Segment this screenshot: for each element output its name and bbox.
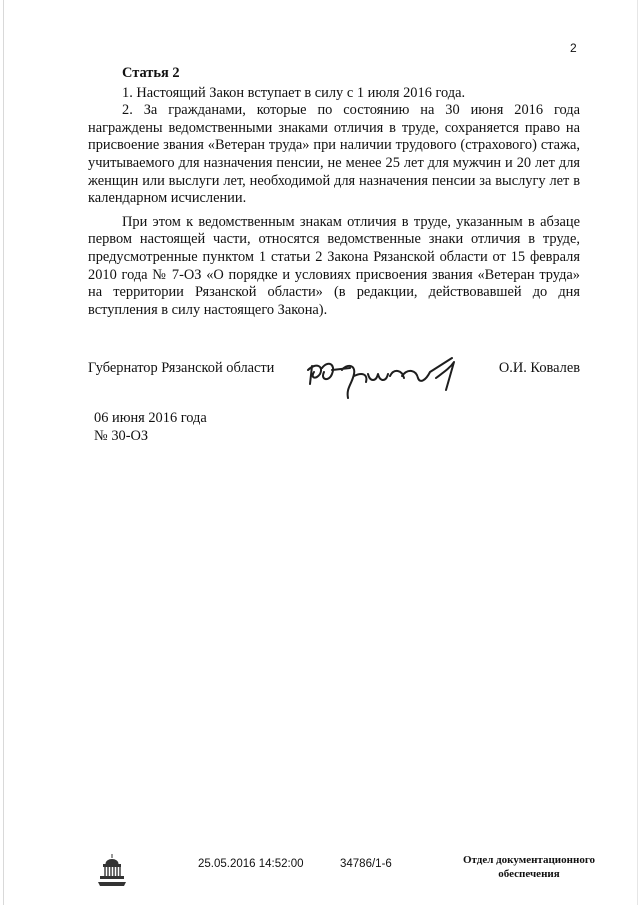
stamp-line-2: обеспечения [498,868,560,880]
footer-registration-number: 34786/1-6 [340,858,392,870]
law-number: № 30-ОЗ [94,427,149,444]
signatory-title: Губернатор Рязанской области [88,360,275,376]
paragraph-departmental-insignia: При этом к ведомственным знакам отличия в труде, указанным в абзаце первом настоящей части, относятся ведомственные знаки отличия в труде, предусмотренные пунктом 1 статьи 2 Закона Рязанской области от 15 февраля 2010 года № 7-ОЗ «О порядке и условиях присвоения звания «Ветеран труда» на территории Рязанской области» (в редакции, действовавшей до дня вступления в силу настоящего Закона). [88,213,580,318]
document-body [88,65,580,319]
signature-block [88,352,580,402]
issue-date: 06 июня 2016 года [94,410,207,426]
duma-building-icon [96,852,128,888]
stamp-line-1: Отдел документационного [462,854,596,866]
paragraph-effective-date: 1. Настоящий Закон вступает в силу с 1 июля 2016 года. [122,84,466,101]
page-edge-left [3,0,4,905]
article-heading: Статья 2 [122,65,180,81]
page-number: 2 [570,41,577,55]
footer-datetime: 25.05.2016 14:52:00 [198,858,304,870]
department-stamp [446,853,612,881]
issue-block [94,410,207,445]
handwritten-signature [306,344,486,404]
signatory-name: О.И. Ковалев [498,360,580,376]
page-edge-right [637,0,638,905]
paragraph-veteran-rights: 2. За гражданами, которые по состоянию на 30 июня 2016 года награждены ведомственными знаками отличия в труде, сохраняется право на присвоение звания «Ветеран труда» при наличии трудового (страхового) стажа, учитываемого для назначения пенсии, не менее 25 лет для мужчин и 20 лет для женщин или выслуги лет, необходимой для назначения пенсии за выслугу лет в календарном исчислении. [88,102,580,207]
